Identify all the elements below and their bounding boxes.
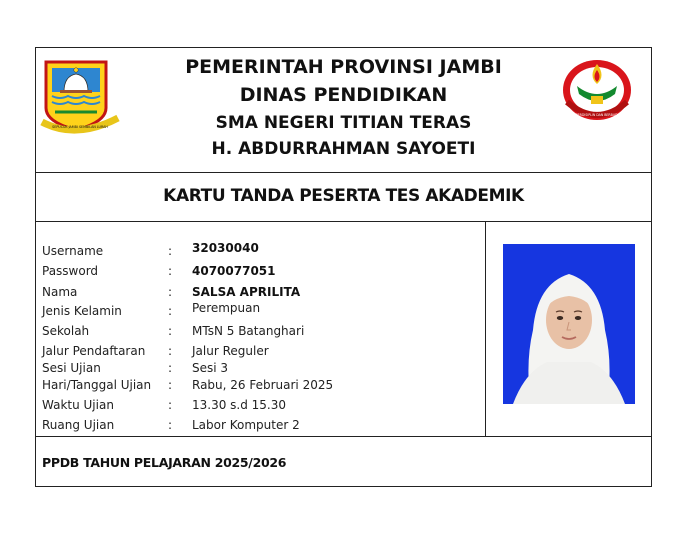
- card-footer: [36, 437, 651, 486]
- field-colon: :: [168, 324, 173, 338]
- svg-text:SEPUCUK JAMBI SEMBILAN LURAH: SEPUCUK JAMBI SEMBILAN LURAH: [52, 125, 108, 129]
- field-value-username: 32030040: [192, 241, 259, 255]
- field-value-jenis-kelamin: Perempuan: [192, 301, 261, 315]
- field-value-jalur-pendaftaran: Jalur Reguler: [192, 344, 269, 358]
- field-colon: :: [168, 361, 173, 375]
- field-label: Username: [42, 244, 104, 258]
- field-label: Hari/Tanggal Ujian: [42, 378, 152, 392]
- header-line-3: SMA NEGERI TITIAN TERAS: [215, 113, 472, 133]
- field-label: Password: [42, 264, 99, 278]
- field-colon: :: [168, 304, 173, 318]
- card-header: [36, 48, 651, 173]
- field-label: Jalur Pendaftaran: [42, 344, 146, 358]
- field-colon: :: [168, 398, 173, 412]
- field-colon: :: [168, 344, 173, 358]
- field-label: Waktu Ujian: [42, 398, 114, 412]
- field-value-password: 4070077051: [192, 264, 276, 278]
- footer-text: PPDB TAHUN PELAJARAN 2025/2026: [42, 455, 287, 470]
- field-label: Sesi Ujian: [42, 361, 101, 375]
- field-value-waktu-ujian: 13.30 s.d 15.30: [192, 398, 287, 412]
- header-line-4: H. ABDURRAHMAN SAYOETI: [211, 139, 476, 159]
- svg-text:BERDISIPLIN DAN BERBUDI: BERDISIPLIN DAN BERBUDI: [575, 113, 619, 117]
- participant-photo: [503, 244, 635, 404]
- field-label: Nama: [42, 285, 78, 299]
- field-colon: :: [168, 418, 173, 432]
- field-colon: :: [168, 378, 173, 392]
- field-label: Sekolah: [42, 324, 90, 338]
- card-body: [36, 222, 651, 437]
- field-value-hari-tanggal: Rabu, 26 Februari 2025: [192, 378, 334, 392]
- field-label: Ruang Ujian: [42, 418, 115, 432]
- participant-card: [35, 47, 652, 487]
- field-value-nama: SALSA APRILITA: [192, 285, 301, 299]
- title-bar: [36, 173, 651, 222]
- photo-frame: [485, 222, 652, 436]
- field-colon: :: [168, 264, 173, 278]
- field-label: Jenis Kelamin: [42, 304, 122, 318]
- field-colon: :: [168, 285, 173, 299]
- field-value-ruang-ujian: Labor Komputer 2: [192, 418, 300, 432]
- field-value-sekolah: MTsN 5 Batanghari: [192, 324, 305, 338]
- header-line-1: PEMERINTAH PROVINSI JAMBI: [185, 56, 502, 78]
- field-colon: :: [168, 244, 173, 258]
- field-value-sesi-ujian: Sesi 3: [192, 361, 229, 375]
- school-emblem-icon: [561, 56, 633, 126]
- header-line-2: DINAS PENDIDIKAN: [239, 84, 448, 106]
- card-title: KARTU TANDA PESERTA TES AKADEMIK: [163, 186, 524, 206]
